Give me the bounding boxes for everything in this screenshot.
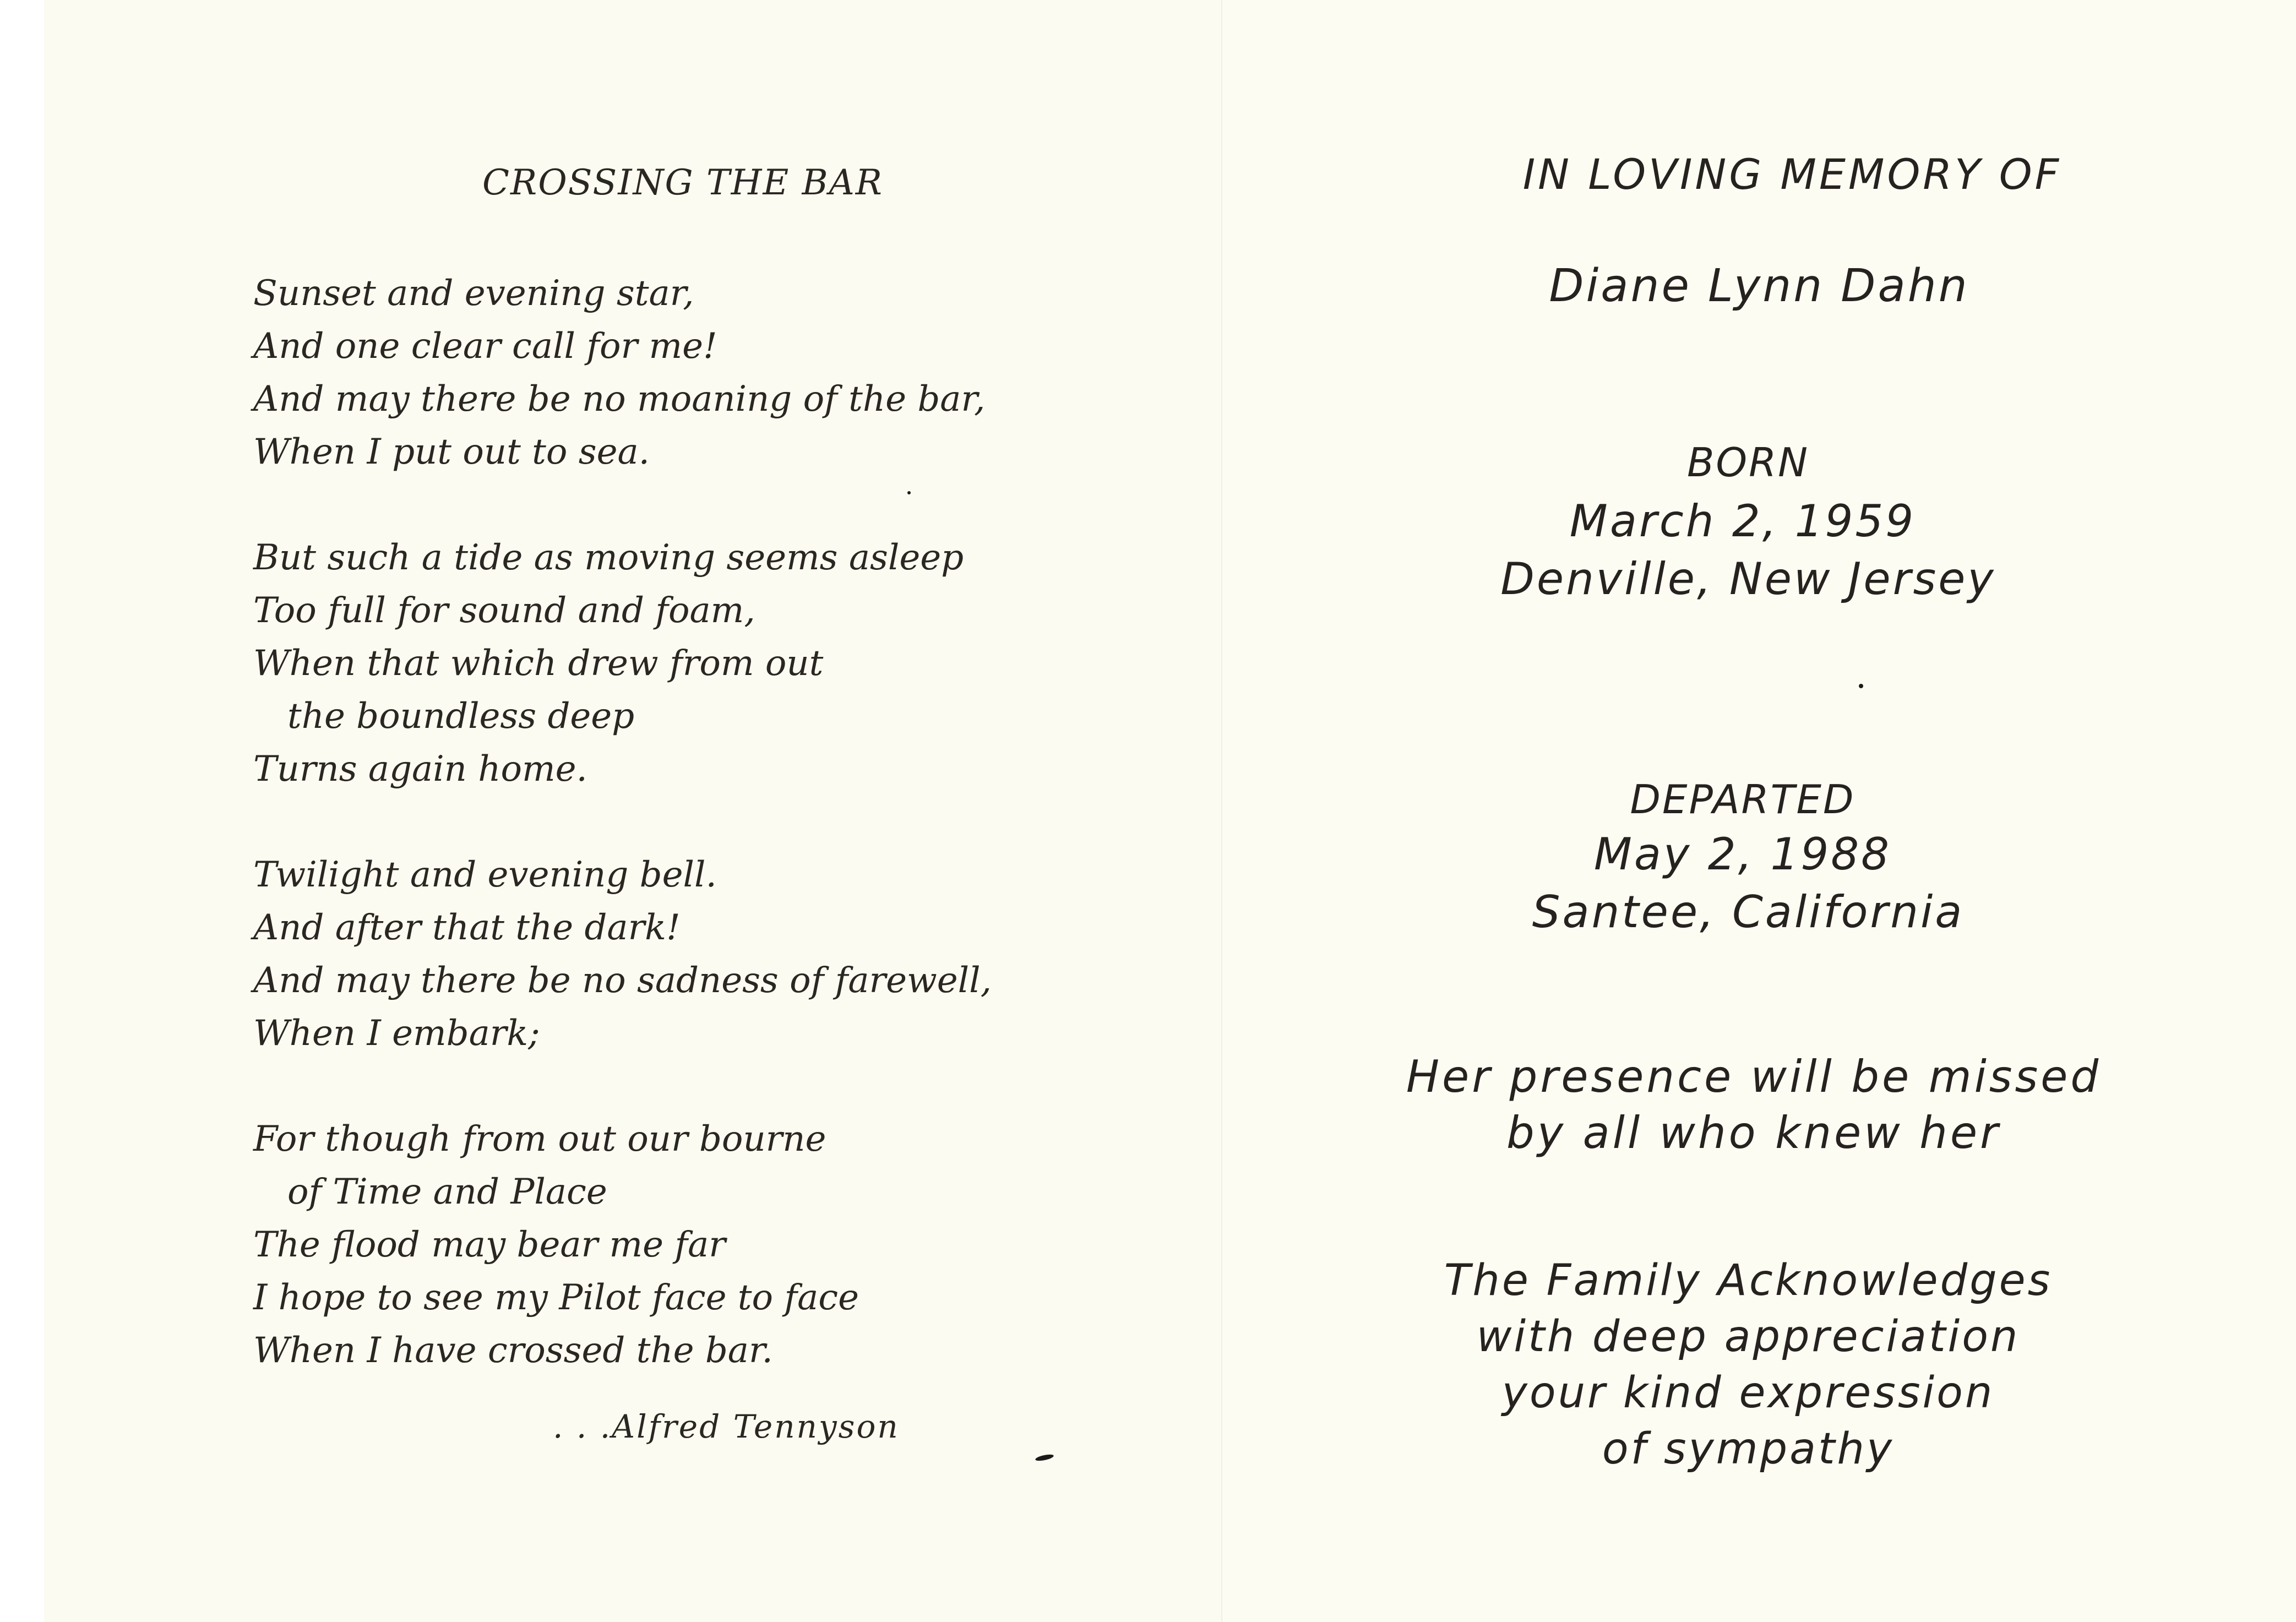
poem-author: . . .Alfred Tennyson	[553, 1408, 900, 1445]
poem-text	[253, 267, 992, 1377]
ink-speck	[907, 491, 911, 494]
poem-line: When I have crossed the bar.	[253, 1330, 773, 1371]
poem-line: When that which drew from out	[253, 643, 824, 684]
poem-line: And one clear call for me!	[253, 326, 717, 367]
acknowledgement-line: of sympathy	[1602, 1424, 1895, 1474]
birth-date: March 2, 1959	[1569, 496, 1916, 547]
poem-line: the boundless deep	[287, 696, 635, 737]
ink-speck	[1859, 684, 1863, 688]
remembrance-line: by all who knew her	[1506, 1107, 2001, 1158]
departure-date: May 2, 1988	[1593, 829, 1892, 880]
ink-speck	[1035, 1454, 1054, 1462]
memorial-panel	[1222, 0, 2296, 1622]
poem-line: Twilight and evening bell.	[253, 854, 717, 895]
poem-line: And may there be no moaning of the bar,	[253, 379, 986, 420]
poem-line: When I put out to sea.	[253, 432, 650, 472]
poem-line: Sunset and evening star,	[253, 273, 694, 314]
remembrance-message	[1222, 1049, 2290, 1161]
poem-line: I hope to see my Pilot face to face	[253, 1277, 859, 1318]
departure-place: Santee, California	[1532, 886, 1965, 938]
poem-line: Turns again home.	[253, 749, 587, 790]
poem-line: But such a tide as moving seems asleep	[253, 537, 964, 578]
acknowledgement-line: with deep appreciation	[1476, 1312, 2020, 1362]
poem-line: Too full for sound and foam,	[253, 590, 755, 631]
family-acknowledgement	[1222, 1253, 2285, 1477]
poem-line: The flood may bear me far	[253, 1224, 726, 1265]
poem-line: And after that the dark!	[253, 907, 681, 948]
birth-place: Denville, New Jersey	[1500, 553, 1996, 605]
stanza-break	[253, 796, 992, 848]
poem-panel	[44, 0, 1222, 1622]
memorial-card	[44, 0, 2296, 1622]
poem-line: And may there be no sadness of farewell,	[253, 960, 992, 1001]
acknowledgement-line: The Family Acknowledges	[1444, 1256, 2053, 1305]
acknowledgement-line: your kind expression	[1501, 1368, 1995, 1418]
born-label: BORN	[1687, 439, 1809, 486]
remembrance-line: Her presence will be missed	[1406, 1051, 2102, 1102]
poem-line: For though from out our bourne	[253, 1119, 826, 1160]
memorial-heading: IN LOVING MEMORY OF	[1522, 150, 2062, 199]
poem-line: When I embark;	[253, 1013, 540, 1054]
poem-title: CROSSING THE BAR	[482, 162, 883, 203]
poem-line: of Time and Place	[287, 1172, 607, 1212]
deceased-name: Diane Lynn Dahn	[1549, 260, 1969, 312]
stanza-break	[253, 478, 992, 531]
departed-label: DEPARTED	[1630, 776, 1856, 823]
stanza-break	[253, 1060, 992, 1113]
